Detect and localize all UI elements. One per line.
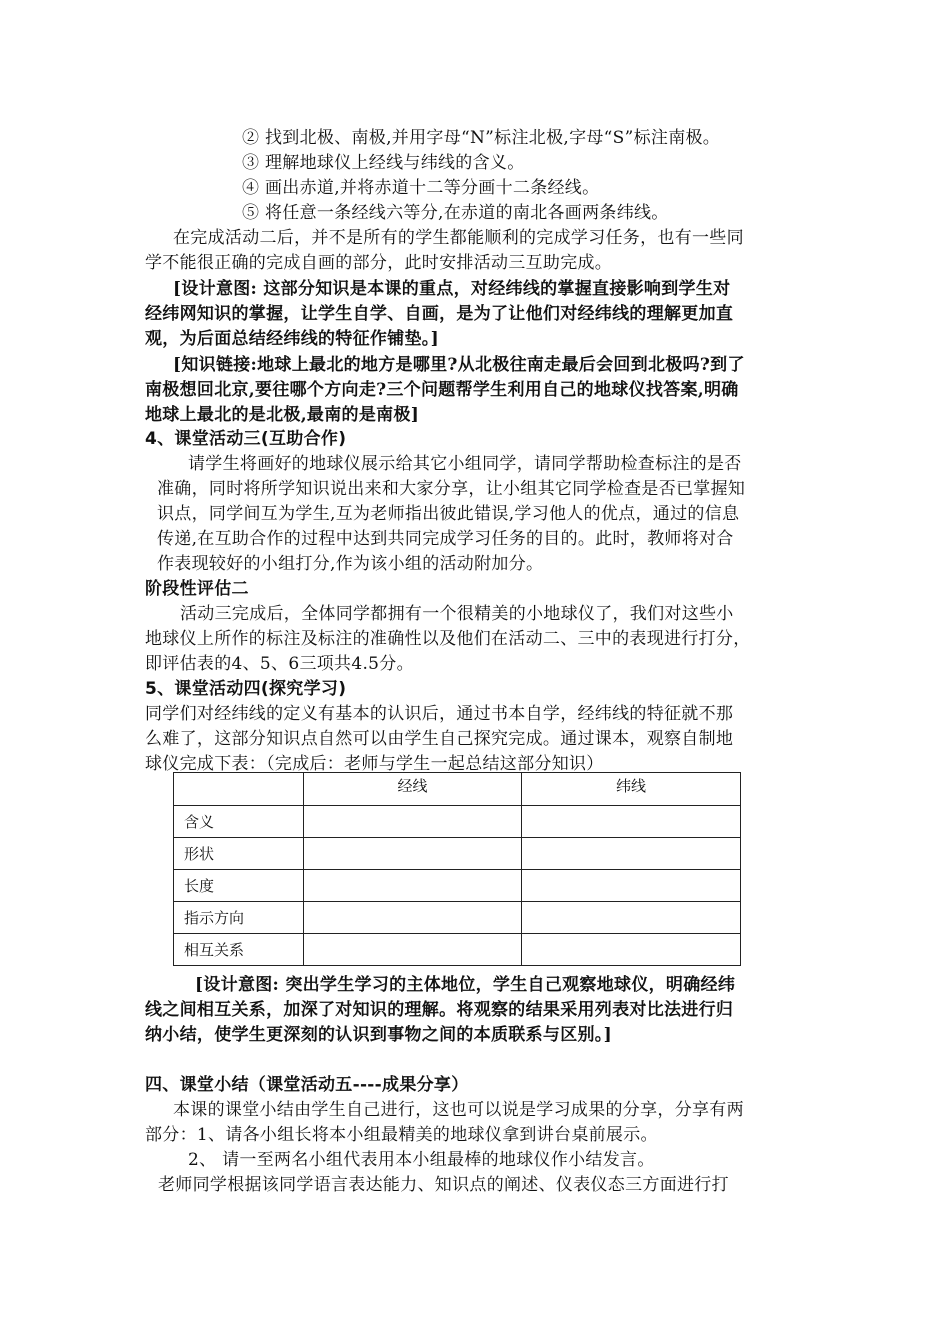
step-4: ④ 画出赤道,并将赤道十二等分画十二条经线。: [242, 178, 600, 198]
paragraph-line: 地球仪上所作的标注及标注的准确性以及他们在活动二、三中的表现进行打分，: [145, 629, 751, 649]
paragraph-line: 学不能很正确的完成自画的部分，此时安排活动三互助完成。: [145, 253, 613, 273]
design-intent-line: [设计意图: 突出学生学习的主体地位，学生自己观察地球仪，明确经纬: [195, 975, 736, 995]
table-header-cell: 经线: [304, 773, 522, 806]
paragraph-line: 球仪完成下表：（完成后：老师与学生一起总结这部分知识）: [145, 754, 604, 774]
table-header-cell: [174, 773, 304, 806]
step-5: ⑤ 将任意一条经线六等分,在赤道的南北各画两条纬线。: [242, 203, 669, 223]
paragraph-line: 在完成活动二后，并不是所有的学生都能顺利的完成学习任务，也有一些同: [173, 228, 744, 248]
table-row: [174, 838, 741, 870]
paragraph-line: 本课的课堂小结由学生自己进行，这也可以说是学习成果的分享，分享有两: [173, 1100, 744, 1120]
table-cell[interactable]: [522, 806, 741, 838]
table-cell[interactable]: [304, 806, 522, 838]
design-intent-line: 经纬网知识的掌握，让学生自学、自画，是为了让他们对经纬线的理解更加直: [145, 304, 734, 324]
table-cell[interactable]: [522, 902, 741, 934]
section-heading-activity3: 4、课堂活动三(互助合作): [145, 429, 347, 449]
section-heading-evaluation: 阶段性评估二: [145, 579, 249, 599]
paragraph-line: 即评估表的4、5、6三项共4.5分。: [145, 654, 414, 674]
step-3: ③ 理解地球仪上经线与纬线的含义。: [242, 153, 525, 173]
paragraph-line: 么难了，这部分知识点自然可以由学生自己探究完成。通过课本，观察自制地: [145, 729, 734, 749]
design-intent-line: [设计意图: 这部分知识是本课的重点，对经纬线的掌握直接影响到学生对: [173, 279, 731, 299]
table-row: [174, 934, 741, 966]
knowledge-link-line: 地球上最北的是北极,最南的是南极]: [145, 405, 420, 425]
paragraph-line: 活动三完成后，全体同学都拥有一个很精美的小地球仪了，我们对这些小: [180, 604, 734, 624]
knowledge-link-line: [知识链接:地球上最北的地方是哪里?从北极往南走最后会回到北极吗?到了: [173, 355, 745, 375]
design-intent-line: 纳小结，使学生更深刻的认识到事物之间的本质联系与区别。]: [145, 1025, 612, 1045]
design-intent-line: 线之间相互关系，加深了对知识的理解。将观察的结果采用列表对比法进行归: [145, 1000, 734, 1020]
knowledge-link-line: 南极想回北京,要往哪个方向走?三个问题帮学生利用自己的地球仪找答案,明确: [145, 380, 739, 400]
table-cell[interactable]: [304, 870, 522, 902]
table-cell[interactable]: [304, 902, 522, 934]
paragraph-line: 作表现较好的小组打分,作为该小组的活动附加分。: [157, 554, 544, 574]
table-cell[interactable]: [304, 838, 522, 870]
table-cell[interactable]: [522, 934, 741, 966]
table-row-label: 指示方向: [174, 902, 304, 934]
table-cell[interactable]: [304, 934, 522, 966]
comparison-table: [173, 772, 741, 966]
section-heading-activity4: 5、课堂活动四(探究学习): [145, 679, 347, 699]
table-cell[interactable]: [522, 838, 741, 870]
table-row-label: 长度: [174, 870, 304, 902]
section-heading-summary: 四、课堂小结（课堂活动五----成果分享）: [145, 1075, 469, 1095]
table-cell[interactable]: [522, 870, 741, 902]
paragraph-line: 老师同学根据该同学语言表达能力、知识点的阐述、仪表仪态三方面进行打: [158, 1175, 729, 1195]
table-row: [174, 806, 741, 838]
design-intent-line: 观，为后面总结经纬线的特征作铺垫。]: [145, 329, 439, 349]
table-row-label: 含义: [174, 806, 304, 838]
table-header-row: [174, 773, 741, 806]
table-row-label: 形状: [174, 838, 304, 870]
table-row-label: 相互关系: [174, 934, 304, 966]
paragraph-line: 请学生将画好的地球仪展示给其它小组同学，请同学帮助检查标注的是否: [188, 454, 742, 474]
paragraph-line: 2、 请一至两名小组代表用本小组最棒的地球仪作小结发言。: [188, 1150, 655, 1170]
paragraph-line: 部分：1、请各小组长将本小组最精美的地球仪拿到讲台桌前展示。: [145, 1125, 658, 1145]
paragraph-line: 同学们对经纬线的定义有基本的认识后，通过书本自学，经纬线的特征就不那: [145, 704, 734, 724]
paragraph-line: 识点，同学间互为学生,互为老师指出彼此错误,学习他人的优点，通过的信息: [157, 504, 740, 524]
table-header-cell: 纬线: [522, 773, 741, 806]
table-row: [174, 902, 741, 934]
table-row: [174, 870, 741, 902]
paragraph-line: 准确，同时将所学知识说出来和大家分享，让小组其它同学检查是否已掌握知: [157, 479, 746, 499]
step-2: ② 找到北极、南极,并用字母“N”标注北极,字母“S”标注南极。: [242, 128, 721, 148]
paragraph-line: 传递,在互助合作的过程中达到共同完成学习任务的目的。此时，教师将对合: [157, 529, 734, 549]
